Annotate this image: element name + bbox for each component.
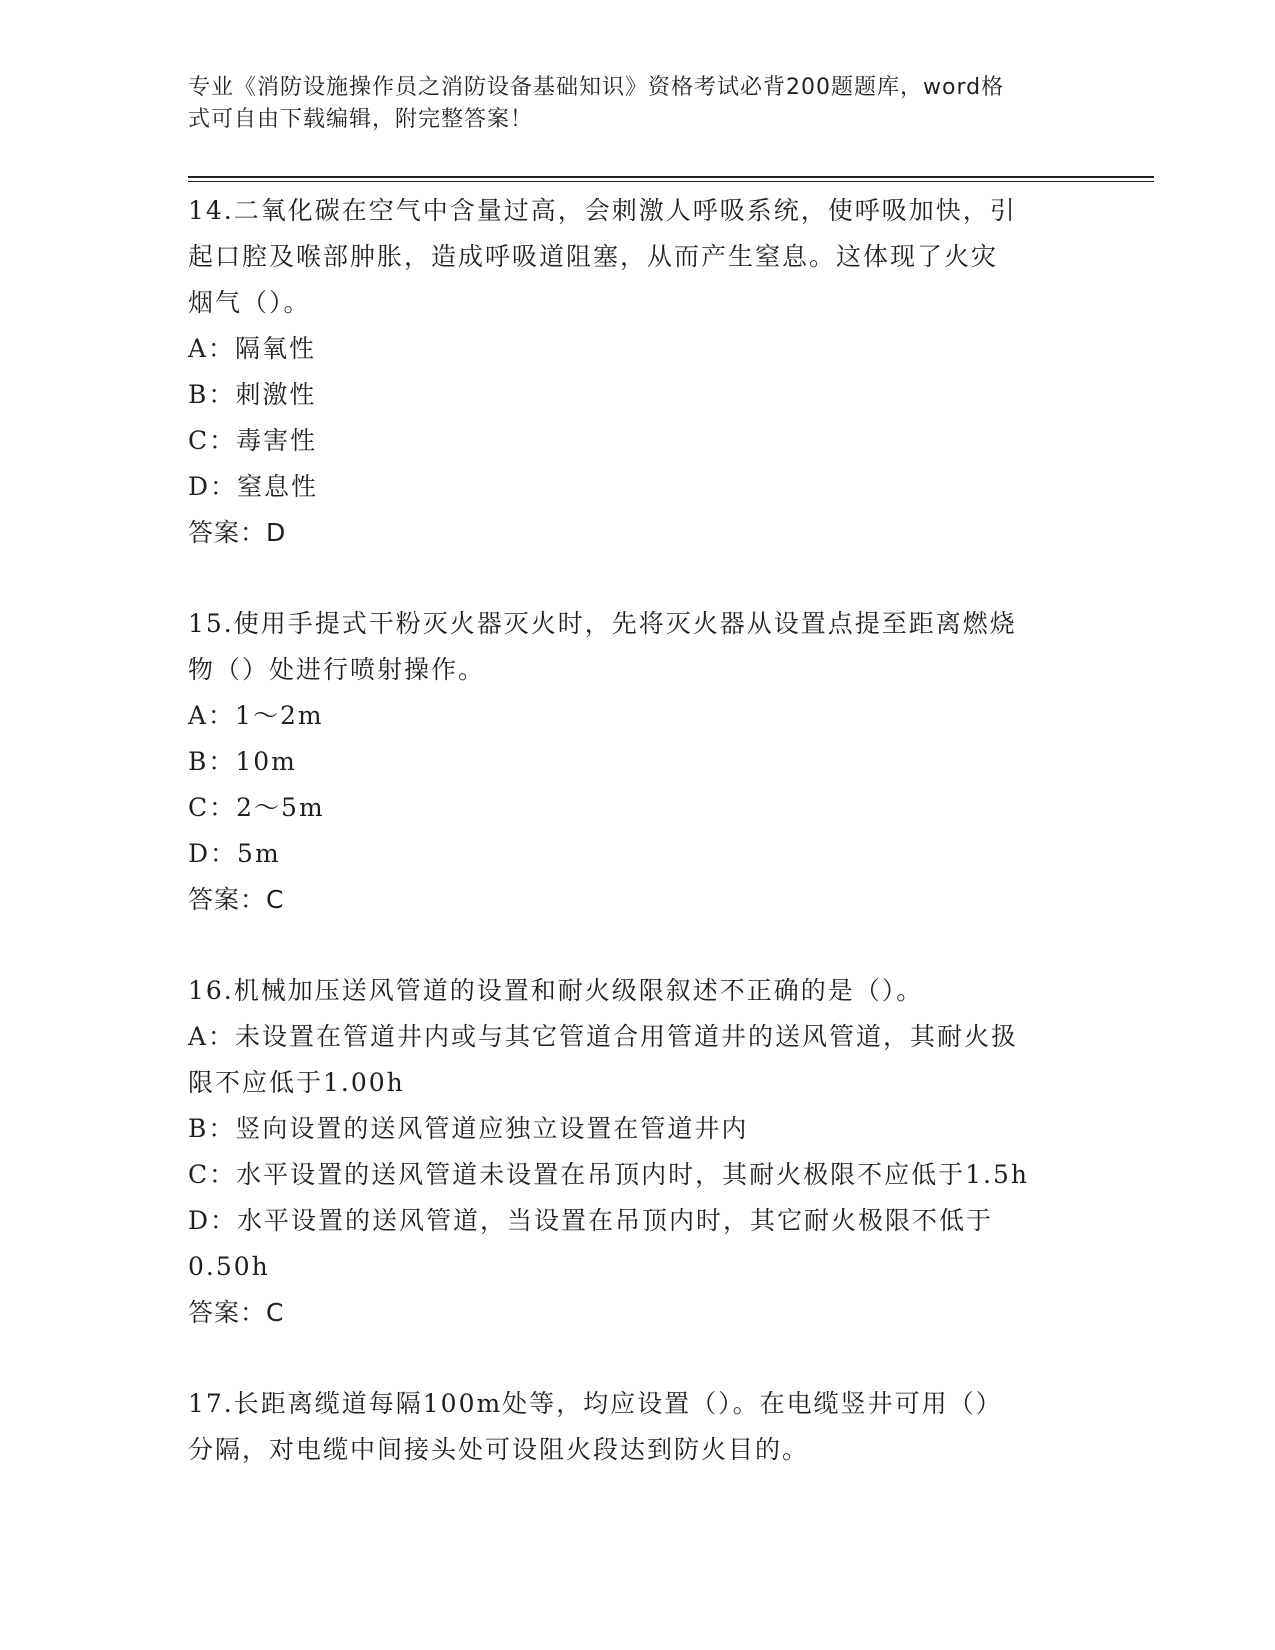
option-b: B：10m [188,747,297,776]
question-15 [188,601,1088,923]
question-14 [188,188,1088,556]
question-stem-line: 15.使用手提式干粉灭火器灭火时，先将灭火器从设置点提至距离燃烧 [188,609,1017,638]
question-stem-line: 烟气（）。 [188,288,311,317]
option-c: C：水平设置的送风管道未设置在吊顶内时，其耐火极限不应低于1.5h [188,1160,1029,1189]
option-a: A：1～2m [188,701,324,730]
header-line-2: 式可自由下载编辑，附完整答案！ [188,107,534,132]
answer-line: 答案：D [188,518,287,547]
option-a-continued: 限不应低于1.00h [188,1068,405,1097]
header-divider-thick [188,176,1154,178]
option-d: D：水平设置的送风管道，当设置在吊顶内时，其它耐火极限不低于 [188,1206,994,1235]
header-divider-thin [188,181,1154,182]
question-list [188,188,1088,1518]
question-stem-line: 分隔，对电缆中间接头处可设阻火段达到防火目的。 [188,1435,810,1464]
option-c: C：毒害性 [188,426,318,455]
question-stem-line: 14.二氧化碳在空气中含量过高，会刺激人呼吸系统，使呼吸加快，引 [188,196,1017,225]
answer-line: 答案：C [188,1298,285,1327]
answer-line: 答案：C [188,885,285,914]
question-stem-line: 16.机械加压送风管道的设置和耐火级限叙述不正确的是（）。 [188,976,924,1005]
option-d: D：窒息性 [188,472,319,501]
option-b: B：刺激性 [188,380,317,409]
question-stem-line: 物（）处进行喷射操作。 [188,655,486,684]
option-a: A：隔氧性 [188,334,317,363]
question-stem-line: 起口腔及喉部肿胀，造成呼吸道阻塞，从而产生窒息。这体现了火灾 [188,242,999,271]
document-header [188,72,1088,136]
option-d-continued: 0.50h [188,1252,270,1281]
option-a: A：未设置在管道井内或与其它管道合用管道井的送风管道，其耐火扱 [188,1022,1019,1051]
option-b: B：竖向设置的送风管道应独立设置在管道井内 [188,1114,749,1143]
option-c: C：2～5m [188,793,325,822]
option-d: D：5m [188,839,281,868]
question-stem-line: 17.长距离缆道每隔100m处等，均应设置（）。在电缆竖井可用（） [188,1389,1003,1418]
header-line-1: 专业《消防设施操作员之消防设备基础知识》资格考试必背200题题库，word格 [188,75,1005,100]
question-16 [188,968,1088,1336]
question-17 [188,1381,1088,1473]
